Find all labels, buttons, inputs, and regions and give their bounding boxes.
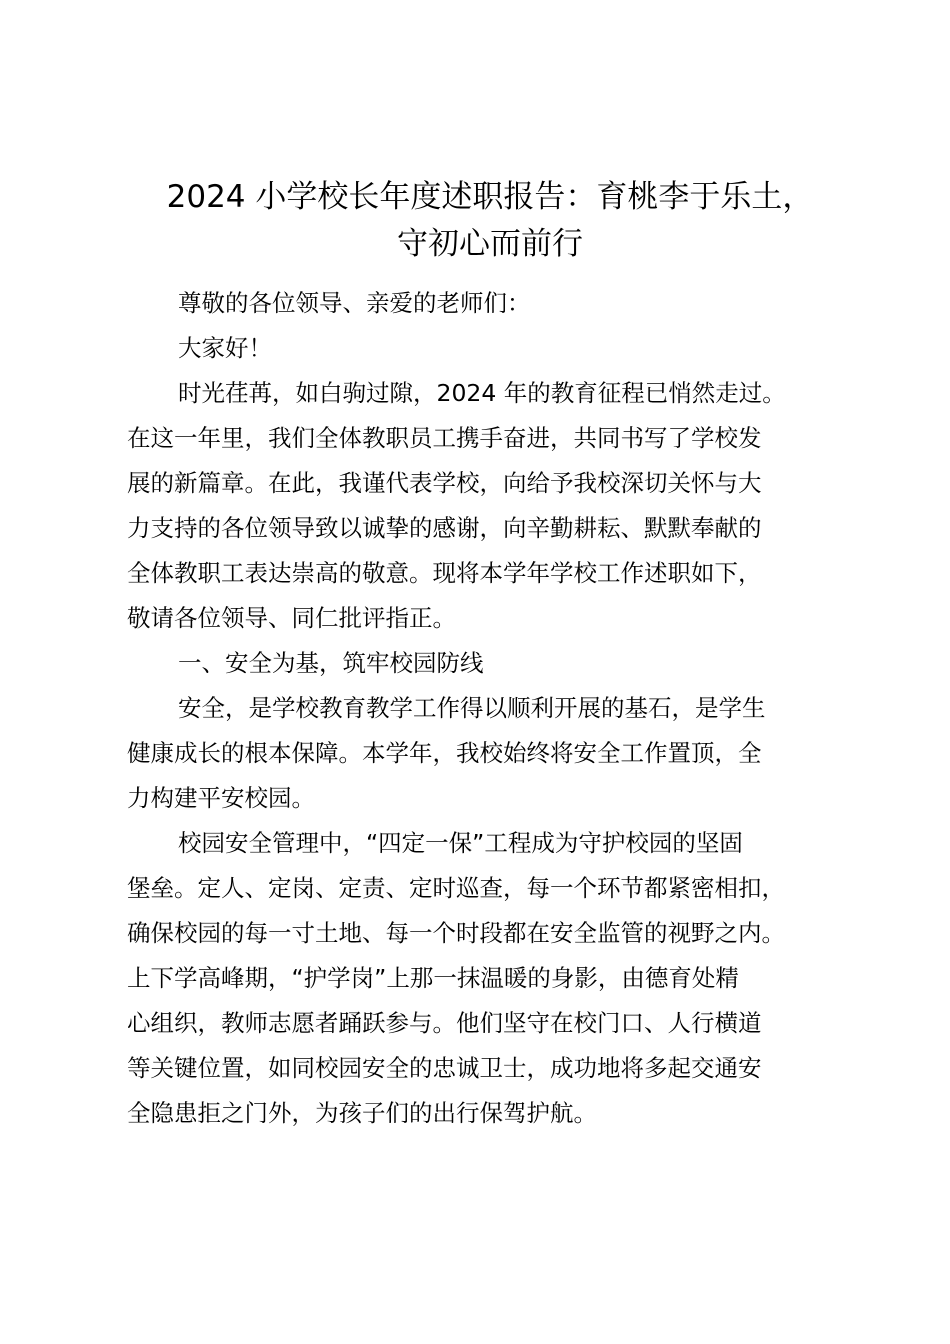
section-heading	[127, 641, 847, 686]
management-paragraph	[127, 821, 847, 1136]
document-body	[127, 281, 847, 1136]
text-line: 全隐患拒之门外，为孩子们的出行保驾护航。	[127, 1099, 597, 1127]
text-line: 时光荏苒，如白驹过隙，2024 年的教育征程已悄然走过。	[178, 379, 786, 407]
text-line: 堡垒。定人、定岗、定责、定时巡查，每一个环节都紧密相扣，	[127, 874, 785, 902]
text-line: 尊敬的各位领导、亲爱的老师们：	[178, 289, 531, 317]
greeting-paragraph	[127, 326, 847, 371]
text-line: 在这一年里，我们全体教职员工携手奋进，共同书写了学校发	[127, 424, 762, 452]
text-line: 安全，是学校教育教学工作得以顺利开展的基石，是学生	[178, 694, 766, 722]
text-line: 上下学高峰期，“护学岗”上那一抹温暖的身影，由德育处精	[127, 964, 739, 992]
title-line-2: 守初心而前行	[397, 226, 583, 262]
text-line: 心组织，教师志愿者踊跃参与。他们坚守在校门口、人行横道	[127, 1009, 762, 1037]
title-line-1: 2024 小学校长年度述职报告：育桃李于乐土，	[166, 179, 814, 215]
text-line: 敬请各位领导、同仁批评指正。	[127, 604, 456, 632]
text-line: 大家好！	[178, 334, 272, 362]
text-line: 一、安全为基，筑牢校园防线	[178, 649, 484, 677]
text-line: 力构建平安校园。	[127, 784, 315, 812]
salutation-paragraph	[127, 281, 847, 326]
safety-paragraph	[127, 686, 847, 821]
document-title	[110, 174, 870, 268]
text-line: 展的新篇章。在此，我谨代表学校，向给予我校深切关怀与大	[127, 469, 762, 497]
text-line: 等关键位置，如同校园安全的忠诚卫士，成功地将多起交通安	[127, 1054, 762, 1082]
text-line: 健康成长的根本保障。本学年，我校始终将安全工作置顶，全	[127, 739, 762, 767]
text-line: 确保校园的每一寸土地、每一个时段都在安全监管的视野之内。	[127, 919, 785, 947]
text-line: 全体教职工表达崇高的敬意。现将本学年学校工作述职如下，	[127, 559, 762, 587]
intro-paragraph	[127, 371, 847, 641]
text-line: 校园安全管理中，“四定一保”工程成为守护校园的坚固	[178, 829, 743, 857]
text-line: 力支持的各位领导致以诚挚的感谢，向辛勤耕耘、默默奉献的	[127, 514, 762, 542]
